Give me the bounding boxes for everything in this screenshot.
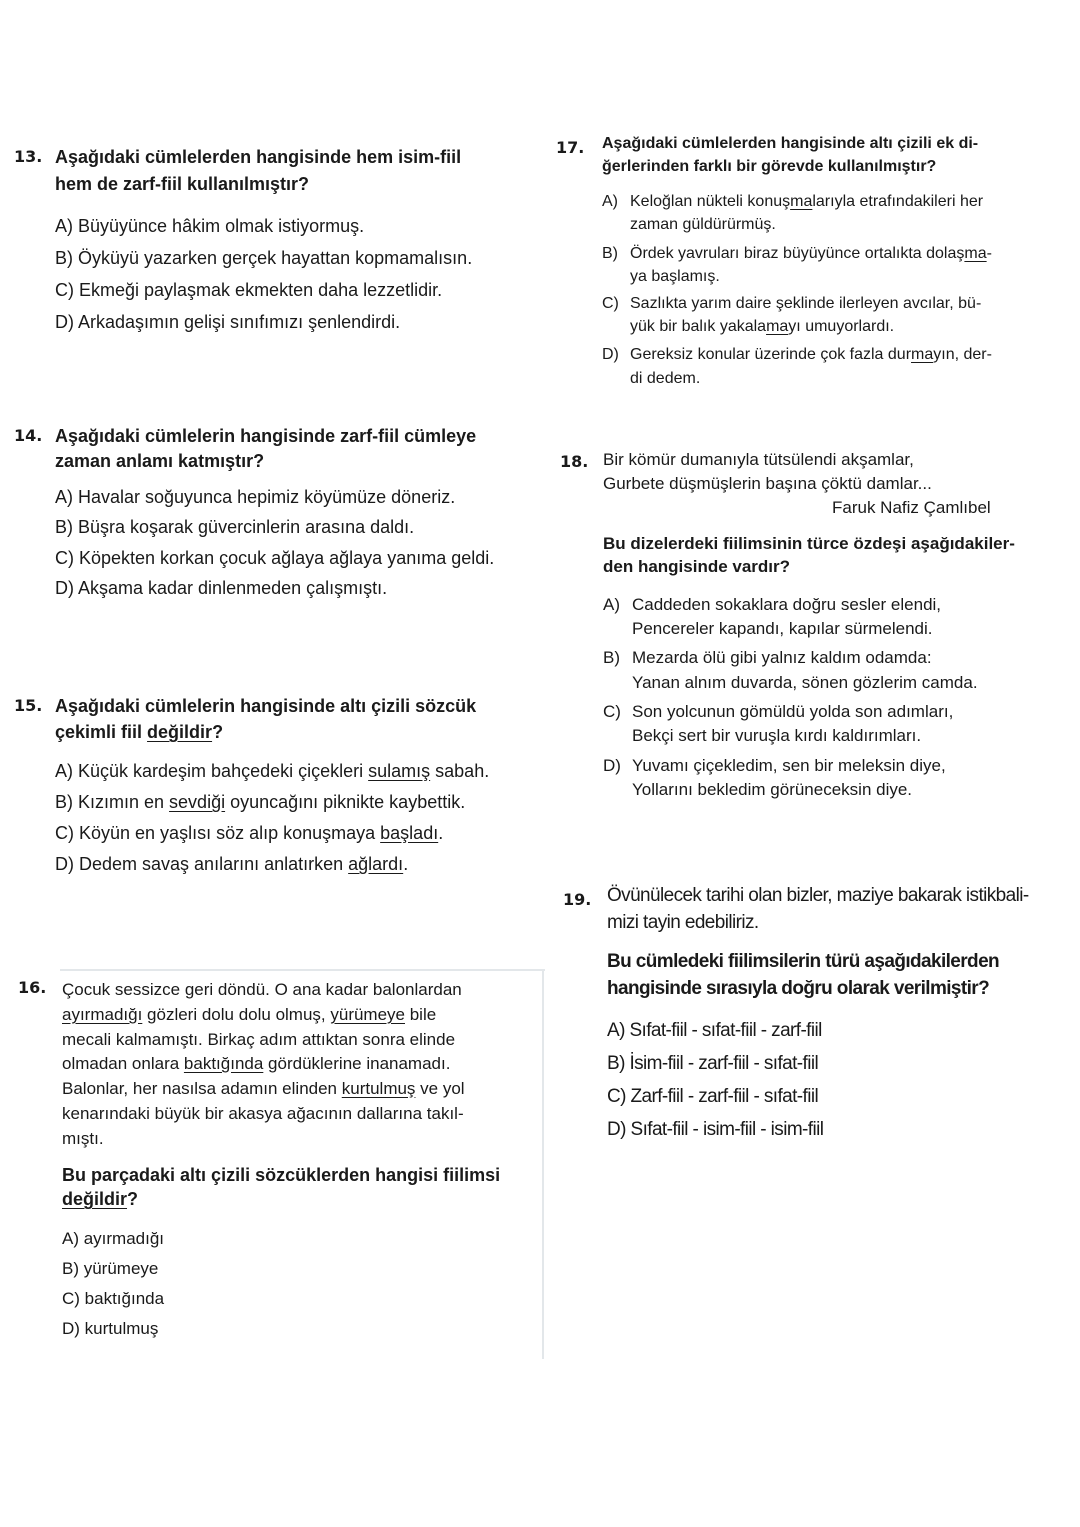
question-number: 18.	[560, 452, 589, 471]
passage-line: mecali kalmamıştı. Birkaç adım attıktan sonra elinde	[62, 1030, 456, 1049]
question-stem: den hangisinde vardır?	[603, 557, 791, 576]
option-b[interactable]: B) Büşra koşarak güvercinlerin arasına daldı.	[55, 517, 415, 537]
passage-line	[62, 1003, 436, 1027]
underlined-word: ağlardı	[348, 854, 404, 874]
option-label: B)	[603, 648, 620, 667]
option-text: oyuncağını piknikte kaybettik.	[225, 792, 466, 812]
passage-text: bile	[405, 1005, 437, 1024]
option-text: .	[403, 854, 409, 874]
option-b[interactable]	[55, 790, 465, 814]
option-d[interactable]: D) kurtulmuş	[62, 1319, 159, 1338]
passage-line	[62, 1077, 465, 1101]
question-stem: Aşağıdaki cümlelerden hangisinde hem isim-fiil	[55, 147, 462, 167]
option-line: di dedem.	[630, 370, 701, 387]
option-label: A)	[602, 193, 618, 210]
option-line	[630, 242, 992, 266]
option-a[interactable]: A) Sıfat-fiil - sıfat-fiil - zarf-fiil	[607, 1020, 822, 1041]
option-label: B)	[602, 245, 618, 262]
option-b[interactable]: B) İsim-fiil - zarf-fiil - sıfat-fiil	[607, 1053, 819, 1074]
option-label: A)	[603, 595, 620, 614]
question-stem: hem de zarf-fiil kullanılmıştır?	[55, 174, 310, 194]
passage-text: gördüklerine inanamadı.	[263, 1054, 451, 1073]
poem-line: Bir kömür dumanıyla tütsülendi akşamlar,	[603, 450, 914, 469]
question-stem: zaman anlamı katmıştır?	[55, 451, 265, 471]
passage-line: kenarındaki büyük bir akasya ağacının dallarına takıl-	[62, 1104, 464, 1123]
passage-text: olmadan onlara	[62, 1054, 184, 1073]
underlined-suffix: ma	[766, 318, 789, 335]
question-stem: Aşağıdaki cümlelerin hangisinde altı çizili sözcük	[55, 696, 477, 716]
question-number: 14.	[14, 426, 43, 445]
passage-text: ve yol	[415, 1079, 465, 1098]
option-d[interactable]: D) Arkadaşımın gelişi sınıfımızı şenlendirdi.	[55, 312, 401, 332]
underlined-word: değildir	[62, 1189, 128, 1209]
option-b[interactable]: B) Öyküyü yazarken gerçek hayattan kopmamalısın.	[55, 248, 473, 268]
option-line: Bekçi sert bir vuruşla kırdı kaldırımları.	[632, 726, 922, 745]
underlined-word: ayırmadığı	[62, 1005, 143, 1024]
question-stem: Bu dizelerdeki fiilimsinin türce özdeşi aşağıdakiler-	[603, 534, 1015, 553]
underlined-suffix: ma	[790, 193, 813, 210]
option-text: A) Küçük kardeşim bahçedeki çiçekleri	[55, 761, 369, 781]
passage-text: Balonlar, her nasılsa adamın elinden	[62, 1079, 342, 1098]
option-text: -	[986, 245, 992, 262]
option-c[interactable]: C) Ekmeği paylaşmak ekmekten daha lezzetlidir.	[55, 280, 443, 300]
option-b[interactable]: B) yürümeye	[62, 1259, 159, 1278]
underlined-suffix: ma	[911, 346, 934, 363]
option-c[interactable]: C) Köpekten korkan çocuk ağlaya ağlaya yanıma geldi.	[55, 548, 495, 568]
option-d[interactable]	[55, 852, 408, 876]
question-number: 15.	[14, 696, 43, 715]
option-a[interactable]: A) ayırmadığı	[62, 1229, 165, 1248]
question-stem	[62, 1187, 138, 1211]
option-text: Gereksiz konular üzerinde çok fazla dur	[630, 346, 912, 363]
option-line: Yollarını bekledim görüneceksin diye.	[632, 780, 913, 799]
question-stem: hangisinde sırasıyla doğru olarak verilmiştir?	[607, 978, 990, 999]
question-stem: Bu parçadaki altı çizili sözcüklerden hangisi fiilimsi	[62, 1165, 501, 1185]
option-text: sabah.	[430, 761, 490, 781]
option-text: B) Kızımın en	[55, 792, 170, 812]
option-line: Son yolcunun gömüldü yolda son adımları,	[632, 702, 954, 721]
option-text: yı umuyorlardı.	[788, 318, 895, 335]
passage-line	[62, 1052, 450, 1076]
option-line: zaman güldürürmüş.	[630, 216, 776, 233]
option-c[interactable]: C) baktığında	[62, 1289, 165, 1308]
option-line	[630, 343, 992, 367]
option-line	[630, 315, 894, 339]
underlined-word: kurtulmuş	[341, 1079, 416, 1098]
underlined-word: baktığında	[183, 1054, 264, 1073]
passage-box-border	[542, 969, 544, 1359]
stem-text: çekimli fiil	[55, 722, 148, 742]
option-text: D) Dedem savaş anılarını anlatırken	[55, 854, 349, 874]
option-c[interactable]: C) Zarf-fiil - zarf-fiil - sıfat-fiil	[607, 1086, 819, 1107]
stem-text: ?	[212, 722, 224, 742]
poem-author: Faruk Nafiz Çamlıbel	[832, 498, 991, 517]
question-stem	[55, 720, 223, 744]
option-line: Mezarda ölü gibi yalnız kaldım odamda:	[632, 648, 932, 667]
option-text: yın, der-	[933, 346, 992, 363]
option-d[interactable]: D) Akşama kadar dinlenmeden çalışmıştı.	[55, 578, 388, 598]
question-stem: Aşağıdaki cümlelerin hangisinde zarf-fiil cümleye	[55, 426, 477, 446]
stem-text: ?	[127, 1189, 139, 1209]
option-text: .	[438, 823, 444, 843]
option-line: Pencereler kapandı, kapılar sürmelendi.	[632, 619, 933, 638]
underlined-suffix: ma	[964, 245, 987, 262]
option-label: D)	[602, 346, 619, 363]
option-text: larıyla etrafındakileri her	[812, 193, 984, 210]
question-number: 13.	[14, 147, 43, 166]
question-text: Övünülecek tarihi olan bizler, maziye bakarak istikbali-	[607, 885, 1029, 906]
passage-text: gözleri dolu dolu olmuş,	[142, 1005, 331, 1024]
underlined-word: sulamış	[368, 761, 431, 781]
option-label: C)	[602, 295, 619, 312]
underlined-word: sevdiği	[169, 792, 226, 812]
question-stem: Bu cümledeki fiilimsilerin türü aşağıdakilerden	[607, 951, 1000, 972]
option-a[interactable]: A) Havalar soğuyunca hepimiz köyümüze döneriz.	[55, 487, 456, 507]
option-line	[630, 190, 983, 214]
option-text: yük bir balık yakala	[630, 318, 767, 335]
option-text: C) Köyün en yaşlısı söz alıp konuşmaya	[55, 823, 381, 843]
underlined-word: yürümeye	[330, 1005, 405, 1024]
question-text: mizi tayin edebiliriz.	[607, 912, 759, 933]
question-number: 16.	[18, 978, 47, 997]
question-number: 19.	[563, 890, 592, 909]
option-text: Keloğlan nükteli konuş	[630, 193, 791, 210]
option-c[interactable]	[55, 821, 443, 845]
option-label: C)	[603, 702, 621, 721]
option-line: Sazlıkta yarım daire şeklinde ilerleyen avcılar, bü-	[630, 295, 982, 312]
passage-line: Çocuk sessizce geri döndü. O ana kadar balonlardan	[62, 980, 462, 999]
option-d[interactable]: D) Sıfat-fiil - isim-fiil - isim-fiil	[607, 1119, 824, 1140]
option-line: Caddeden sokaklara doğru sesler elendi,	[632, 595, 942, 614]
question-stem: ğerlerinden farklı bir görevde kullanılmıştır?	[602, 158, 937, 175]
option-label: D)	[603, 756, 621, 775]
option-text: Ördek yavruları biraz büyüyünce ortalıkta dolaş	[630, 245, 965, 262]
passage-line: mıştı.	[62, 1129, 104, 1148]
question-number: 17.	[556, 138, 585, 157]
option-line: Yuvamı çiçekledim, sen bir meleksin diye,	[632, 756, 946, 775]
option-line: Yanan alnım duvarda, sönen gözlerim camda.	[632, 673, 978, 692]
option-a[interactable]	[55, 759, 489, 783]
poem-line: Gurbete düşmüşlerin başına çöktü damlar...	[603, 474, 932, 493]
underlined-word: başladı	[380, 823, 439, 843]
option-a[interactable]: A) Büyüyünce hâkim olmak istiyormuş.	[55, 216, 365, 236]
question-stem: Aşağıdaki cümlelerden hangisinde altı çizili ek di-	[602, 135, 979, 152]
option-line: ya başlamış.	[630, 268, 720, 285]
passage-box-border	[60, 969, 545, 971]
underlined-word: değildir	[147, 722, 213, 742]
